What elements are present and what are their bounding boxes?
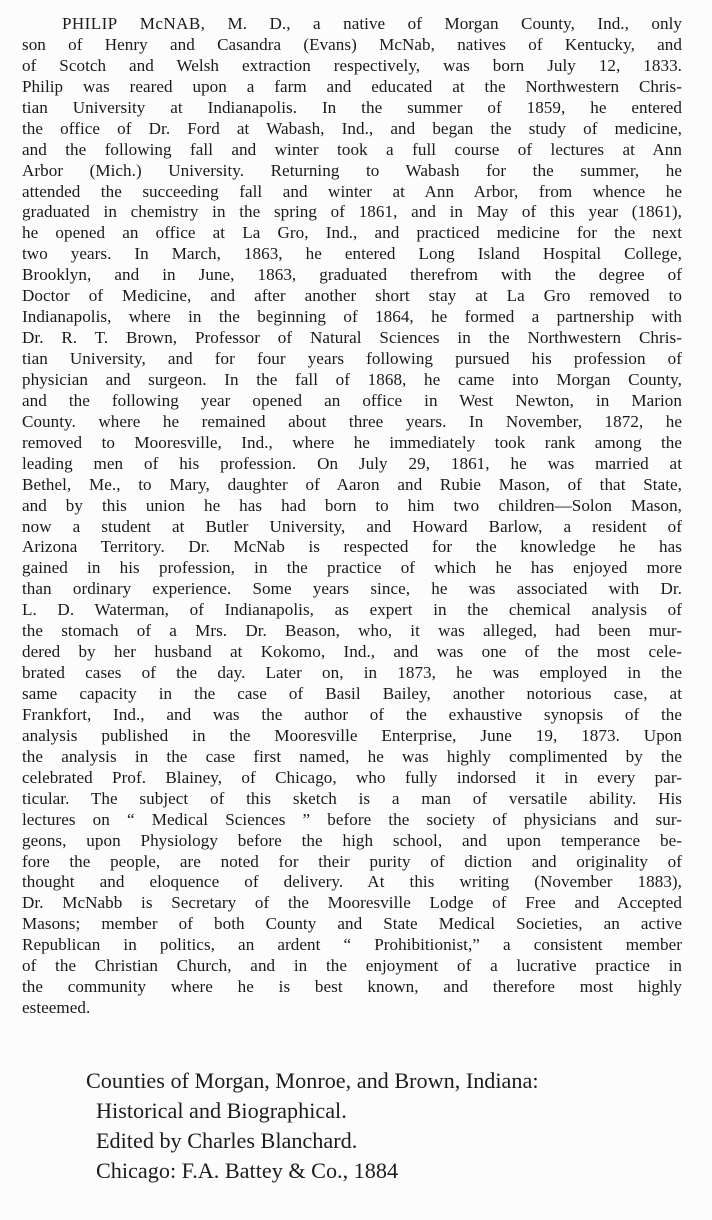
biography-line: of the Christian Church, and in the enjoyment of a lucrative practice in: [22, 956, 682, 976]
citation-title-line: Counties of Morgan, Monroe, and Brown, Indiana:: [86, 1068, 539, 1093]
biography-line: removed to Mooresville, Ind., where he immediately took rank among the: [22, 432, 682, 452]
biography-line: brated cases of the day. Later on, in 1873, he was employed in the: [22, 663, 682, 683]
biography-line-last: esteemed.: [22, 998, 91, 1018]
biography-line: Dr. R. T. Brown, Professor of Natural Sciences in the Northwestern Chris-: [22, 328, 682, 348]
biography-line: the analysis in the case first named, he was highly complimented by the: [22, 746, 682, 766]
biography-line-first: PHILIP McNAB, M. D., a native of Morgan County, Ind., only: [62, 14, 683, 33]
biography-line: Philip was reared upon a farm and educated at the Northwestern Chris-: [22, 76, 682, 96]
biography-line: he opened an office at La Gro, Ind., and practiced medicine for the next: [22, 223, 682, 243]
biography-line: of Scotch and Welsh extraction respectively, was born July 12, 1833.: [22, 55, 682, 75]
biography-line: celebrated Prof. Blainey, of Chicago, who fully indorsed it in every par-: [22, 767, 682, 787]
biography-line: son of Henry and Casandra (Evans) McNab, natives of Kentucky, and: [22, 34, 682, 54]
biography-line: analysis published in the Mooresville Enterprise, June 19, 1873. Upon: [22, 725, 682, 745]
citation-editor-line: Edited by Charles Blanchard.: [96, 1128, 358, 1153]
biography-line: attended the succeeding fall and winter at Ann Arbor, from whence he: [22, 181, 682, 201]
biography-line: Republican in politics, an ardent “ Prohibitionist,” a consistent member: [22, 935, 682, 955]
biography-line: and by this union he has had born to him two children—Solon Mason,: [22, 495, 682, 515]
biography-line: than ordinary experience. Some years since, he was associated with Dr.: [22, 579, 682, 599]
biography-line: L. D. Waterman, of Indianapolis, as expert in the chemical analysis of: [22, 600, 682, 620]
biography-line: tian University, and for four years following pursued his profession of: [22, 349, 682, 368]
biography-line: thought and eloquence of delivery. At this writing (November 1883),: [22, 872, 682, 892]
biography-line: Masons; member of both County and State Medical Societies, an active: [22, 914, 682, 934]
biography-line: leading men of his profession. On July 29, 1861, he was married at: [22, 453, 682, 473]
biography-line: Doctor of Medicine, and after another short stay at La Gro removed to: [22, 286, 682, 306]
biography-line: Frankfort, Ind., and was the author of the exhaustive synopsis of the: [22, 704, 682, 724]
biography-line: and the following fall and winter took a full course of lectures at Ann: [22, 139, 682, 159]
biography-line: two years. In March, 1863, he entered Long Island Hospital College,: [22, 244, 682, 264]
biography-line: graduated in chemistry in the spring of 1861, and in May of this year (1861),: [22, 202, 682, 222]
biography-line: gained in his profession, in the practice of which he has enjoyed more: [22, 558, 682, 578]
biography-line: County. where he remained about three years. In November, 1872, he: [22, 411, 682, 431]
biography-text: [22, 14, 682, 1019]
biography-line: Indianapolis, where in the beginning of 1864, he formed a partnership with: [22, 307, 682, 327]
biography-line: and the following year opened an office in West Newton, in Marion: [22, 390, 682, 410]
biography-line: lectures on “ Medical Sciences ” before the society of physicians and sur-: [22, 809, 682, 829]
biography-line: Arizona Territory. Dr. McNab is respected for the knowledge he has: [22, 537, 682, 557]
citation-subtitle-line: Historical and Biographical.: [96, 1098, 347, 1123]
biography-line: dered by her husband at Kokomo, Ind., and was one of the most cele-: [22, 642, 682, 662]
biography-line: the stomach of a Mrs. Dr. Beason, who, it was alleged, had been mur-: [22, 621, 682, 641]
biography-line: Brooklyn, and in June, 1863, graduated therefrom with the degree of: [22, 265, 682, 285]
citation-publisher-line: Chicago: F.A. Battey & Co., 1884: [96, 1158, 399, 1183]
subject-name: PHILIP McNAB: [62, 14, 201, 33]
biography-line: same capacity in the case of Basil Bailey, another notorious case, at: [22, 684, 682, 703]
biography-line: now a student at Butler University, and Howard Barlow, a resident of: [22, 516, 682, 536]
biography-line: the community where he is best known, and therefore most highly: [22, 977, 682, 997]
biography-line: ticular. The subject of this sketch is a man of versatile ability. His: [22, 788, 682, 808]
biography-line: tian University at Indianapolis. In the summer of 1859, he entered: [22, 97, 682, 117]
source-citation: [86, 1066, 696, 1186]
biography-line: Bethel, Me., to Mary, daughter of Aaron and Rubie Mason, of that State,: [22, 474, 682, 494]
biography-line: fore the people, are noted for their purity of diction and originality of: [22, 851, 682, 871]
biography-line: Arbor (Mich.) University. Returning to Wabash for the summer, he: [22, 160, 682, 180]
biography-line: geons, upon Physiology before the high school, and upon temperance be-: [22, 830, 682, 850]
biography-line: physician and surgeon. In the fall of 1868, he came into Morgan County,: [22, 369, 682, 389]
biography-line: the office of Dr. Ford at Wabash, Ind., and began the study of medicine,: [22, 118, 682, 138]
biography-line: Dr. McNabb is Secretary of the Mooresville Lodge of Free and Accepted: [22, 893, 682, 913]
